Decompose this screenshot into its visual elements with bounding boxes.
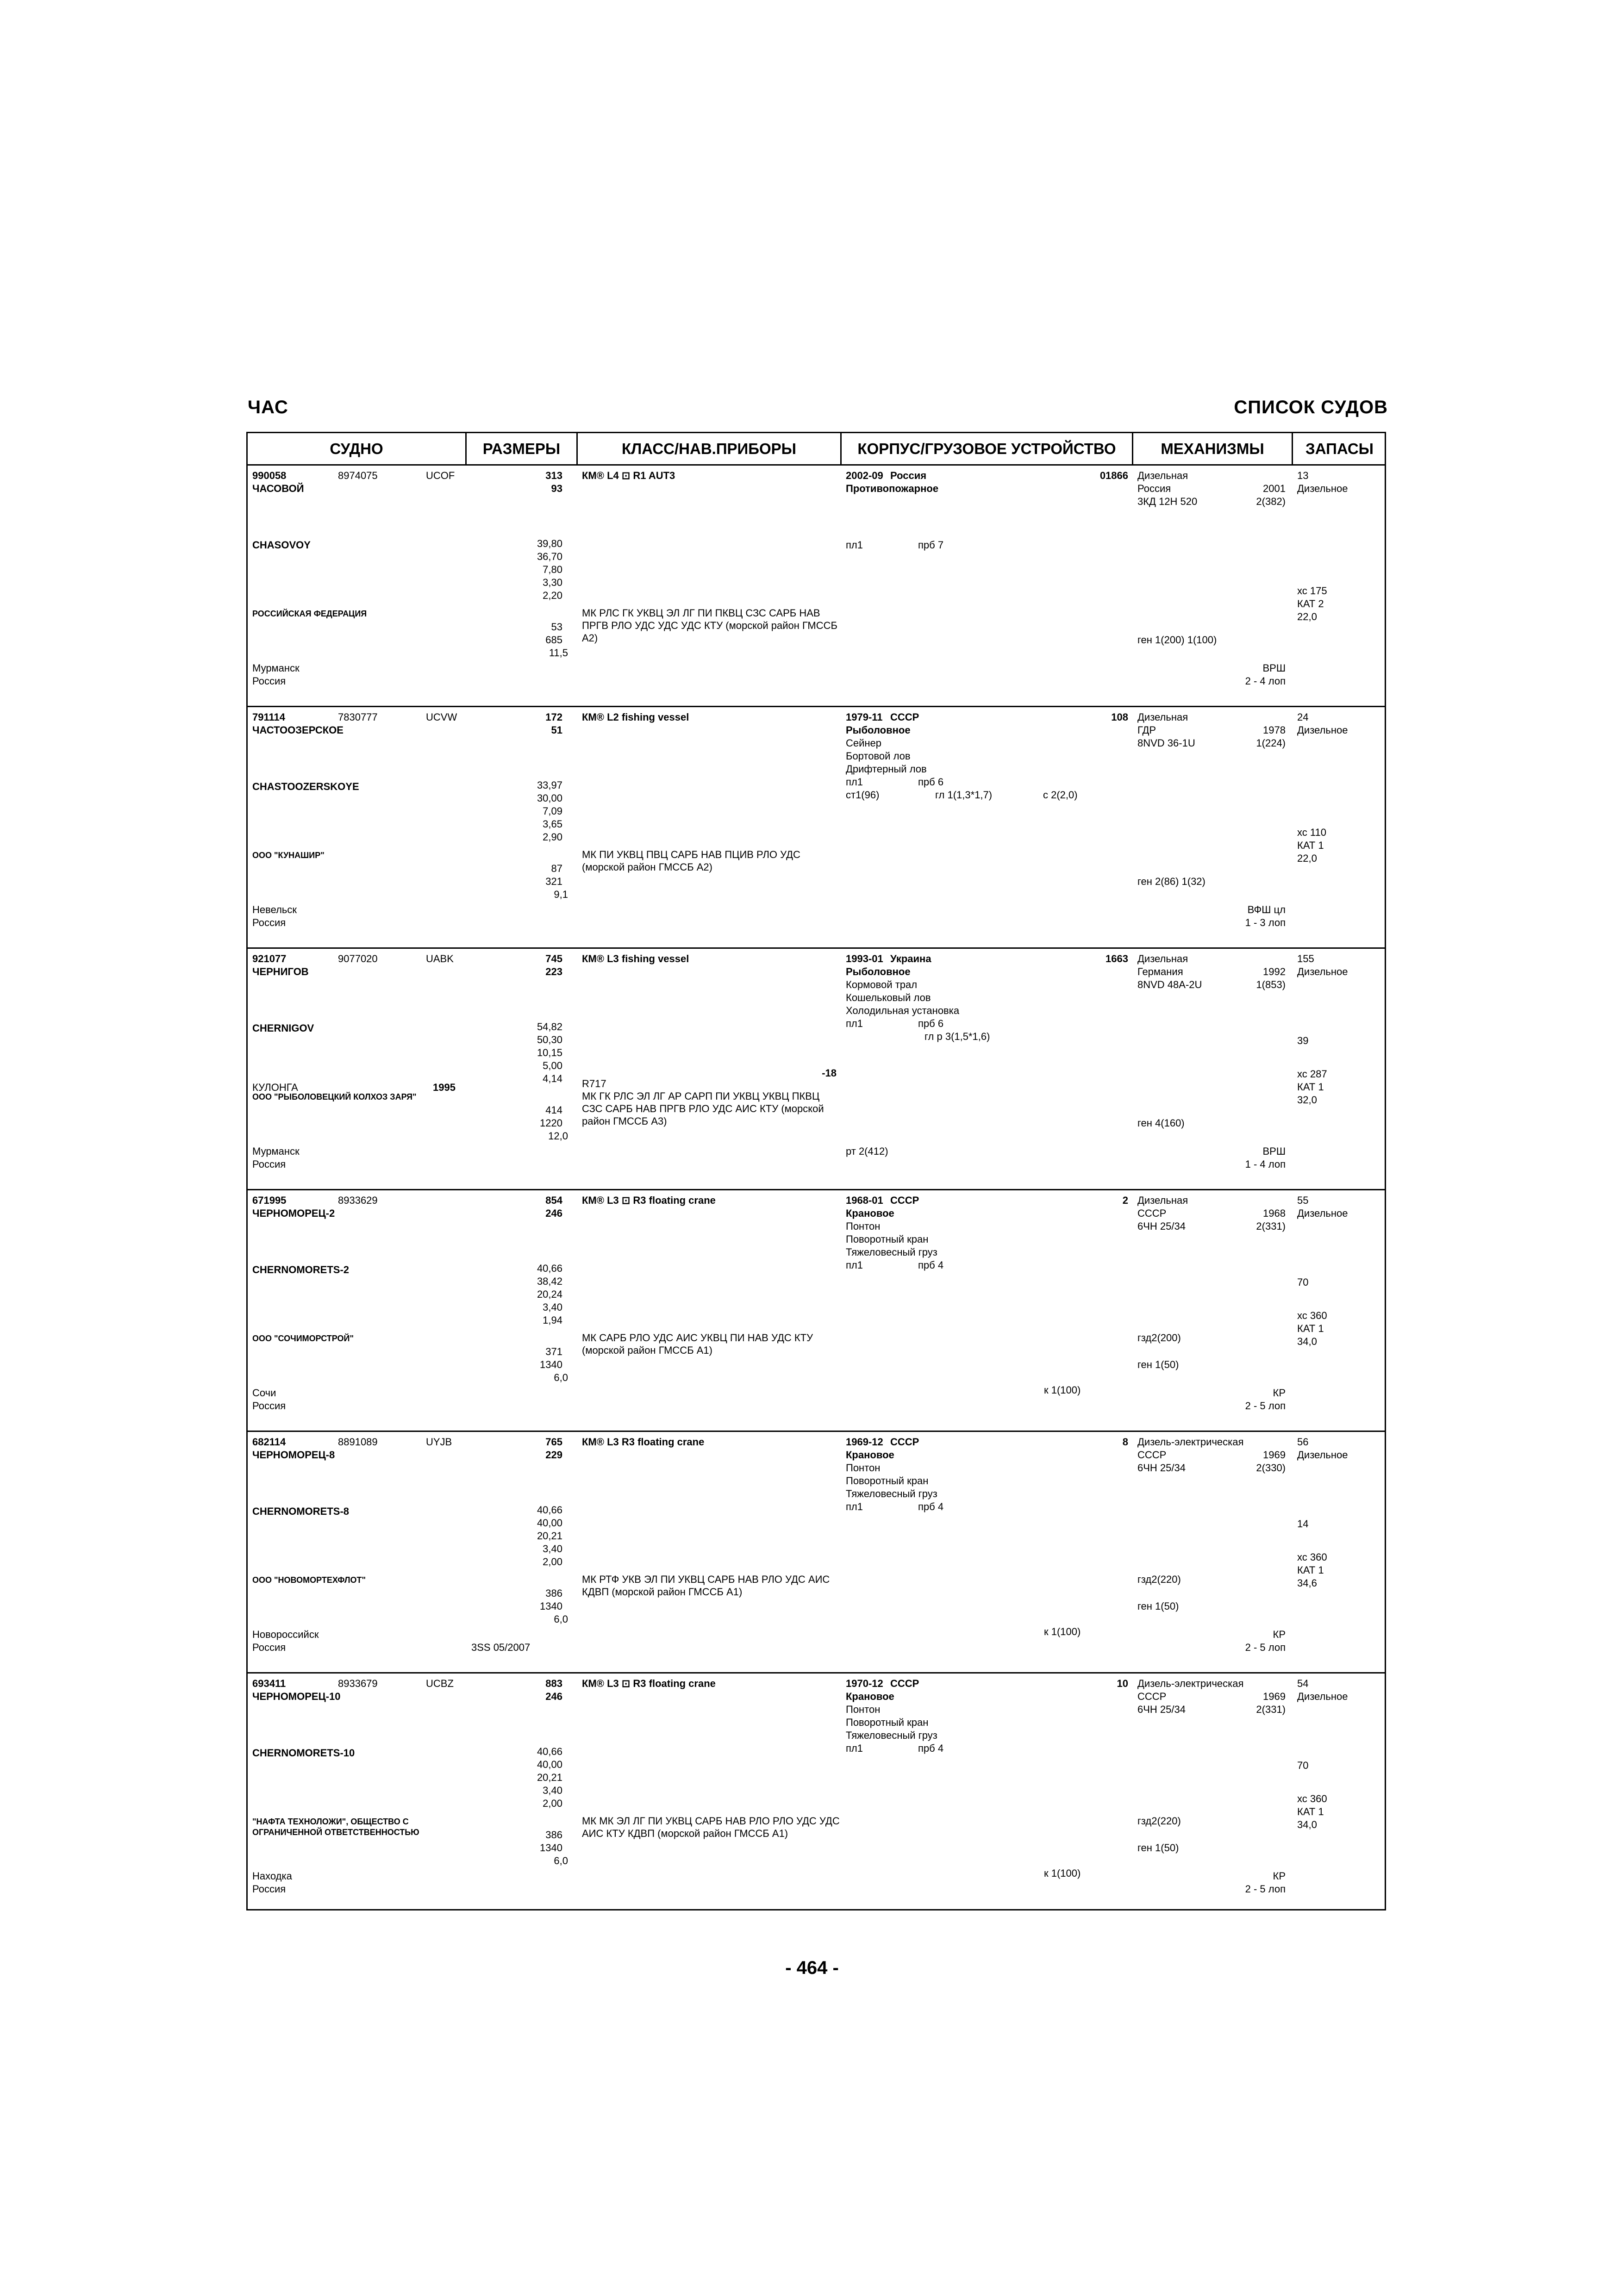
class-notation: КМ® L4 ⊡ R1 AUT3 <box>582 470 675 481</box>
dimension-value: 36,70 <box>537 551 562 562</box>
propeller: КР <box>1273 1387 1286 1399</box>
imo-number: 8891089 <box>338 1436 378 1448</box>
page-title: СПИСОК СУДОВ <box>1234 397 1388 417</box>
engine-power: 2(382) <box>1256 496 1286 507</box>
registry-number: 990058 <box>252 470 287 481</box>
propeller: КР <box>1273 1870 1286 1882</box>
lube-oil: 39 <box>1297 1035 1309 1046</box>
imo-number: 9077020 <box>338 953 378 964</box>
net-tonnage: 246 <box>545 1691 562 1702</box>
generators-emergency: ген 1(50) <box>1137 1842 1179 1854</box>
engine-model: 3КД 12Н 520 <box>1137 496 1198 507</box>
gross-tonnage: 765 <box>545 1436 562 1448</box>
crane-capacity: к 1(100) <box>1044 1626 1081 1637</box>
build-date: 1969-12 <box>846 1436 883 1448</box>
flag-country: Россия <box>252 1158 286 1170</box>
owner-name: ООО "НОВОМОРТЕХФЛОТ" <box>252 1575 366 1585</box>
dimension-value: 40,66 <box>537 1263 562 1274</box>
propeller-blades: 2 - 5 лоп <box>1245 1400 1286 1412</box>
boats: КАТ 2 <box>1297 598 1324 610</box>
fuel-type: Дизельное <box>1297 1449 1348 1461</box>
owner-name-line: ОГРАНИЧЕННОЙ ОТВЕТСТВЕННОСТЬЮ <box>252 1828 419 1837</box>
engine-year: 2001 <box>1263 483 1286 494</box>
section-heading: ЧАС <box>248 397 288 417</box>
vessel-type-detail: Понтон <box>846 1704 881 1715</box>
engine-country: ГДР <box>1137 724 1156 736</box>
engine-type: Дизельная <box>1137 711 1188 723</box>
yard-number: 10 <box>1117 1678 1128 1689</box>
fuel-capacity: 155 <box>1297 953 1314 964</box>
ship-record <box>248 1432 1385 1674</box>
nav-equipment: МК ПИ УКВЦ ПВЦ САРБ НАВ ПЦИВ РЛО УДС (морской район ГМССБ А2) <box>582 849 800 873</box>
column-header-stores: ЗАПАСЫ <box>1305 440 1374 457</box>
dimension-value: 33,97 <box>537 779 562 791</box>
propeller: ВРШ <box>1262 662 1286 674</box>
fuel-type: Дизельное <box>1297 1691 1348 1702</box>
engine-model: 8NVD 36-1U <box>1137 737 1195 749</box>
dimension-value: 3,40 <box>543 1301 562 1313</box>
fuel-capacity: 24 <box>1297 711 1309 723</box>
gross-tonnage: 854 <box>545 1195 562 1206</box>
vessel-type-detail: Дрифтерный лов <box>846 763 927 775</box>
hull-bulkheads: прб 4 <box>918 1742 944 1754</box>
net-tonnage: 246 <box>545 1207 562 1219</box>
vessel-latin-name: CHERNOMORETS-8 <box>252 1506 350 1517</box>
dimension-value: 7,09 <box>543 805 562 817</box>
propeller-blades: 2 - 4 лоп <box>1245 675 1286 687</box>
dimension-value: 20,21 <box>537 1772 562 1783</box>
dimension-value: 2,00 <box>543 1798 562 1809</box>
registry-number: 921077 <box>252 953 287 964</box>
engine-year: 1969 <box>1263 1449 1286 1461</box>
engine-model: 6ЧН 25/34 <box>1137 1220 1186 1232</box>
refrigerant-temp: -18 <box>822 1067 837 1079</box>
deadweight: 53 <box>551 621 562 633</box>
generators: гзд2(200) <box>1137 1332 1181 1344</box>
imo-number: 8933679 <box>338 1678 378 1689</box>
hatch-info: гл р 3(1,5*1,6) <box>924 1031 990 1042</box>
vessel-type-detail: Поворотный кран <box>846 1717 929 1728</box>
boats: КАТ 1 <box>1297 1323 1324 1334</box>
dimension-value: 2,90 <box>543 831 562 843</box>
autonomy: 34,6 <box>1297 1577 1317 1589</box>
engine-model: 6ЧН 25/34 <box>1137 1462 1186 1474</box>
registry-number: 671995 <box>252 1195 287 1206</box>
survey-note: 3SS 05/2007 <box>471 1642 531 1653</box>
call-sign: UCVW <box>426 711 457 723</box>
hull-bulkheads: прб 6 <box>918 1018 944 1029</box>
fuel-capacity: 55 <box>1297 1195 1309 1206</box>
net-tonnage: 51 <box>551 724 562 736</box>
build-date: 1970-12 <box>846 1678 883 1689</box>
vessel-type-detail: Тяжеловесный груз <box>846 1246 937 1258</box>
vessel-type: Крановое <box>846 1207 894 1219</box>
ship-list-table <box>246 432 1386 1910</box>
vessel-type-detail: Поворотный кран <box>846 1475 929 1487</box>
hull-bulkheads: прб 4 <box>918 1259 944 1271</box>
autonomy: 22,0 <box>1297 611 1317 622</box>
engine-power: 2(331) <box>1256 1220 1286 1232</box>
yard-number: 8 <box>1122 1436 1128 1448</box>
crew-berths: хс 360 <box>1297 1793 1327 1804</box>
column-header-dimensions: РАЗМЕРЫ <box>467 433 578 464</box>
page-number: - 464 - <box>785 1958 839 1978</box>
gross-tonnage: 745 <box>545 953 562 964</box>
lube-oil: 14 <box>1297 1518 1309 1530</box>
call-sign: UABK <box>426 953 454 964</box>
gross-tonnage: 313 <box>545 470 562 481</box>
dimension-value: 50,30 <box>537 1034 562 1045</box>
yard-number: 1663 <box>1106 953 1128 964</box>
dimension-value: 39,80 <box>537 538 562 549</box>
vessel-latin-name: CHERNOMORETS-2 <box>252 1264 350 1276</box>
fuel-capacity: 54 <box>1297 1678 1309 1689</box>
cargo-gear: с 2(2,0) <box>1043 789 1078 801</box>
vessel-type: Рыболовное <box>846 966 911 977</box>
column-header-class: КЛАСС/НАВ.ПРИБОРЫ <box>578 433 842 464</box>
engine-country: Россия <box>1137 483 1171 494</box>
dimension-value: 54,82 <box>537 1021 562 1033</box>
column-header-row <box>248 433 1385 466</box>
cargo-pumps: рт 2(412) <box>846 1145 888 1157</box>
cargo-holds: ст1(96) <box>846 789 880 801</box>
flag-country: Россия <box>252 675 286 687</box>
owner-name: ООО "РЫБОЛОВЕЦКИЙ КОЛХОЗ ЗАРЯ" <box>252 1092 417 1101</box>
engine-year: 1968 <box>1263 1207 1286 1219</box>
dimension-value: 3,40 <box>543 1543 562 1555</box>
vessel-type: Крановое <box>846 1691 894 1702</box>
displacement: 685 <box>545 634 562 646</box>
engine-power: 1(853) <box>1256 979 1286 990</box>
engine-type: Дизельная <box>1137 470 1188 481</box>
vessel-type-detail: Холодильная установка <box>846 1005 960 1016</box>
dimension-value: 7,80 <box>543 564 562 575</box>
hull-decks: пл1 <box>846 1501 863 1512</box>
fuel-type: Дизельное <box>1297 966 1348 977</box>
nav-equipment: МК САРБ РЛО УДС АИС УКВЦ ПИ НАВ УДС КТУ (морской район ГМССБ А1) <box>582 1332 813 1356</box>
owner-name: ООО "КУНАШИР" <box>252 851 325 860</box>
dimension-value: 40,00 <box>537 1759 562 1770</box>
dimension-value: 20,21 <box>537 1530 562 1542</box>
former-name: КУЛОНГА <box>252 1082 298 1093</box>
lube-oil: 70 <box>1297 1276 1309 1288</box>
ship-record <box>248 466 1385 707</box>
propeller: ВФШ цл <box>1247 904 1286 915</box>
hull-bulkheads: прб 4 <box>918 1501 944 1512</box>
vessel-type: Рыболовное <box>846 724 911 736</box>
engine-model: 8NVD 48A-2U <box>1137 979 1202 990</box>
hull-bulkheads: прб 7 <box>918 539 944 551</box>
flag-country: Россия <box>252 917 286 928</box>
autonomy: 34,0 <box>1297 1819 1317 1830</box>
yard-number: 2 <box>1122 1195 1128 1206</box>
deadweight: 386 <box>545 1587 562 1599</box>
crane-capacity: к 1(100) <box>1044 1867 1081 1879</box>
engine-power: 1(224) <box>1256 737 1286 749</box>
gross-tonnage: 172 <box>545 711 562 723</box>
crane-capacity: к 1(100) <box>1044 1384 1081 1396</box>
net-tonnage: 223 <box>545 966 562 977</box>
build-date: 1968-01 <box>846 1195 883 1206</box>
dimension-value: 2,00 <box>543 1556 562 1568</box>
vessel-type-detail: Понтон <box>846 1462 881 1474</box>
dimension-value: 40,66 <box>537 1504 562 1516</box>
build-date: 1979-11 <box>846 711 883 723</box>
speed: 9,1 <box>554 889 568 900</box>
net-tonnage: 93 <box>551 483 562 494</box>
engine-country: Германия <box>1137 966 1183 977</box>
generators: гзд2(220) <box>1137 1815 1181 1827</box>
dimension-value: 4,14 <box>543 1073 562 1084</box>
class-notation: КМ® L2 fishing vessel <box>582 711 689 723</box>
hull-bulkheads: прб 6 <box>918 776 944 788</box>
vessel-type-detail: Кошельковый лов <box>846 992 931 1003</box>
hull-decks: пл1 <box>846 776 863 788</box>
autonomy: 34,0 <box>1297 1336 1317 1347</box>
generators: ген 2(86) 1(32) <box>1137 876 1206 887</box>
flag-country: Россия <box>252 1400 286 1412</box>
displacement: 1340 <box>540 1600 562 1612</box>
gross-tonnage: 883 <box>545 1678 562 1689</box>
crew-berths: хс 287 <box>1297 1068 1327 1080</box>
registry-number: 693411 <box>252 1678 286 1689</box>
vessel-name: ЧАСОВОЙ <box>252 483 304 494</box>
crew-berths: хс 360 <box>1297 1310 1327 1321</box>
deadweight: 371 <box>545 1346 562 1357</box>
dimension-value: 3,40 <box>543 1785 562 1796</box>
build-date: 2002-09 <box>846 470 883 481</box>
build-country: СССР <box>890 1195 919 1206</box>
speed: 11,5 <box>549 647 568 659</box>
boats: КАТ 1 <box>1297 1806 1324 1817</box>
vessel-type-detail: Тяжеловесный груз <box>846 1488 937 1500</box>
hull-decks: пл1 <box>846 1018 863 1029</box>
deadweight: 414 <box>545 1104 562 1116</box>
build-country: СССР <box>890 711 919 723</box>
dimension-value: 20,24 <box>537 1288 562 1300</box>
engine-country: СССР <box>1137 1207 1167 1219</box>
dimension-value: 40,00 <box>537 1517 562 1529</box>
yard-number: 108 <box>1111 711 1128 723</box>
class-notation: КМ® L3 ⊡ R3 floating crane <box>582 1195 716 1206</box>
dimension-value: 3,65 <box>543 818 562 830</box>
engine-year: 1969 <box>1263 1691 1286 1702</box>
propeller-blades: 2 - 5 лоп <box>1245 1642 1286 1653</box>
home-port: Находка <box>252 1870 292 1882</box>
imo-number: 8933629 <box>338 1195 378 1206</box>
call-sign: UCOF <box>426 470 455 481</box>
imo-number: 7830777 <box>338 711 378 723</box>
build-country: СССР <box>890 1678 919 1689</box>
registry-number: 791114 <box>252 711 285 723</box>
engine-power: 2(330) <box>1256 1462 1286 1474</box>
engine-country: СССР <box>1137 1691 1167 1702</box>
vessel-latin-name: CHERNOMORETS-10 <box>252 1747 355 1759</box>
flag-country: Россия <box>252 1642 286 1653</box>
engine-year: 1992 <box>1263 966 1286 977</box>
yard-number: 01866 <box>1099 470 1128 481</box>
dimension-value: 5,00 <box>543 1060 562 1071</box>
generators-emergency: ген 1(50) <box>1137 1359 1179 1370</box>
hull-decks: пл1 <box>846 1259 863 1271</box>
nav-equipment: МК РТФ УКВ ЭЛ ПИ УКВЦ САРБ НАВ РЛО УДС АИС КДВП (морской район ГМССБ А1) <box>582 1574 830 1598</box>
net-tonnage: 229 <box>545 1449 562 1461</box>
propeller-blades: 1 - 4 лоп <box>1245 1158 1286 1170</box>
imo-number: 8974075 <box>338 470 378 481</box>
build-country: Россия <box>890 470 927 481</box>
vessel-type: Противопожарное <box>846 483 939 494</box>
dimension-value: 1,94 <box>543 1314 562 1326</box>
home-port: Мурманск <box>252 1145 300 1157</box>
dimension-value: 2,20 <box>543 590 562 601</box>
call-sign: UYJB <box>426 1436 452 1448</box>
vessel-latin-name: CHERNIGOV <box>252 1022 314 1034</box>
vessel-type-detail: Тяжеловесный груз <box>846 1730 937 1741</box>
fuel-type: Дизельное <box>1297 483 1348 494</box>
boats: КАТ 1 <box>1297 1564 1324 1576</box>
vessel-type-detail: Сейнер <box>846 737 882 749</box>
displacement: 1340 <box>540 1359 562 1370</box>
registry-number: 682114 <box>252 1436 286 1448</box>
propeller: КР <box>1273 1629 1286 1640</box>
autonomy: 32,0 <box>1297 1094 1317 1106</box>
vessel-name: ЧАСТООЗЕРСКОЕ <box>252 724 344 736</box>
speed: 6,0 <box>554 1372 568 1383</box>
ship-record <box>248 707 1385 949</box>
fuel-capacity: 13 <box>1297 470 1309 481</box>
generators-emergency: ген 1(50) <box>1137 1600 1179 1612</box>
nav-equipment: МК МК ЭЛ ЛГ ПИ УКВЦ САРБ НАВ РЛО РЛО УДС УДС АИС КТУ КДВП (морской район ГМССБ А1) <box>582 1815 840 1839</box>
home-port: Новороссийск <box>252 1629 319 1640</box>
ship-record <box>248 1190 1385 1432</box>
dimension-value: 10,15 <box>537 1047 562 1058</box>
autonomy: 22,0 <box>1297 852 1317 864</box>
vessel-name: ЧЕРНОМОРЕЦ-8 <box>252 1449 335 1461</box>
engine-year: 1978 <box>1263 724 1286 736</box>
build-country: Украина <box>890 953 931 964</box>
vessel-latin-name: CHASOVOY <box>252 539 311 551</box>
class-notation: КМ® L3 fishing vessel <box>582 953 689 964</box>
speed: 12,0 <box>548 1130 568 1142</box>
generators: ген 1(200) 1(100) <box>1137 634 1217 646</box>
dimension-value: 30,00 <box>537 792 562 804</box>
generators: ген 4(160) <box>1137 1117 1185 1129</box>
build-country: СССР <box>890 1436 919 1448</box>
boats: КАТ 1 <box>1297 840 1324 851</box>
column-header-vessel: СУДНО <box>248 433 467 464</box>
dimension-value: 38,42 <box>537 1276 562 1287</box>
vessel-type-detail: Кормовой трал <box>846 979 918 990</box>
vessel-name: ЧЕРНИГОВ <box>252 966 309 977</box>
fuel-capacity: 56 <box>1297 1436 1309 1448</box>
class-notation: КМ® L3 ⊡ R3 floating crane <box>582 1678 716 1689</box>
refrigerant: R717 <box>582 1078 606 1089</box>
engine-type: Дизельная <box>1137 953 1188 964</box>
speed: 6,0 <box>554 1613 568 1625</box>
engine-power: 2(331) <box>1256 1704 1286 1715</box>
speed: 6,0 <box>554 1855 568 1867</box>
vessel-latin-name: CHASTOOZERSKOYE <box>252 781 359 792</box>
vessel-name: ЧЕРНОМОРЕЦ-10 <box>252 1691 341 1702</box>
dimension-value: 40,66 <box>537 1746 562 1757</box>
former-name-year: 1995 <box>433 1082 456 1093</box>
call-sign: UCBZ <box>426 1678 454 1689</box>
class-notation: КМ® L3 R3 floating crane <box>582 1436 705 1448</box>
crew-berths: хс 110 <box>1297 827 1326 838</box>
vessel-type-detail: Бортовой лов <box>846 750 911 762</box>
displacement: 1340 <box>540 1842 562 1854</box>
vessel-type: Крановое <box>846 1449 894 1461</box>
hull-decks: пл1 <box>846 539 863 551</box>
build-date: 1993-01 <box>846 953 883 964</box>
ship-record <box>248 1674 1385 1915</box>
deadweight: 386 <box>545 1829 562 1841</box>
propeller-blades: 2 - 5 лоп <box>1245 1883 1286 1895</box>
engine-type: Дизель-электрическая <box>1137 1678 1244 1689</box>
owner-name: РОССИЙСКАЯ ФЕДЕРАЦИЯ <box>252 609 367 618</box>
propeller-blades: 1 - 3 лоп <box>1245 917 1286 928</box>
dimension-value: 3,30 <box>543 577 562 588</box>
displacement: 1220 <box>540 1117 562 1129</box>
owner-name: ООО "СОЧИМОРСТРОЙ" <box>252 1334 354 1343</box>
deadweight: 87 <box>551 863 562 874</box>
fuel-type: Дизельное <box>1297 724 1348 736</box>
generators: гзд2(220) <box>1137 1574 1181 1585</box>
fuel-type: Дизельное <box>1297 1207 1348 1219</box>
flag-country: Россия <box>252 1883 286 1895</box>
hatch-info: гл 1(1,3*1,7) <box>935 789 993 801</box>
owner-name: "НАФТА ТЕХНОЛОЖИ", ОБЩЕСТВО С <box>252 1817 409 1826</box>
engine-type: Дизель-электрическая <box>1137 1436 1244 1448</box>
vessel-type-detail: Понтон <box>846 1220 881 1232</box>
hull-decks: пл1 <box>846 1742 863 1754</box>
nav-equipment: МК РЛС ГК УКВЦ ЭЛ ЛГ ПИ ПКВЦ СЗС САРБ НАВ ПРГВ РЛО УДС УДС УДС КТУ (морской район ГМССБ А2) <box>582 607 837 644</box>
boats: КАТ 1 <box>1297 1081 1324 1093</box>
engine-model: 6ЧН 25/34 <box>1137 1704 1186 1715</box>
column-header-hull: КОРПУС/ГРУЗОВОЕ УСТРОЙСТВО <box>842 433 1133 464</box>
vessel-type-detail: Поворотный кран <box>846 1233 929 1245</box>
home-port: Невельск <box>252 904 297 915</box>
home-port: Мурманск <box>252 662 300 674</box>
engine-type: Дизельная <box>1137 1195 1188 1206</box>
ship-record <box>248 949 1385 1190</box>
crew-berths: хс 175 <box>1297 585 1327 597</box>
home-port: Сочи <box>252 1387 276 1399</box>
displacement: 321 <box>545 876 562 887</box>
vessel-name: ЧЕРНОМОРЕЦ-2 <box>252 1207 335 1219</box>
propeller: ВРШ <box>1262 1145 1286 1157</box>
crew-berths: хс 360 <box>1297 1551 1327 1563</box>
column-header-machinery: МЕХАНИЗМЫ <box>1133 433 1293 464</box>
lube-oil: 70 <box>1297 1760 1309 1771</box>
nav-equipment: МК ГК РЛС ЭЛ ЛГ АР САРП ПИ УКВЦ УКВЦ ПКВЦ СЗС САРБ НАВ ПРГВ РЛО УДС АИС КТУ (морской район ГМССБ А3) <box>582 1090 824 1127</box>
engine-country: СССР <box>1137 1449 1167 1461</box>
